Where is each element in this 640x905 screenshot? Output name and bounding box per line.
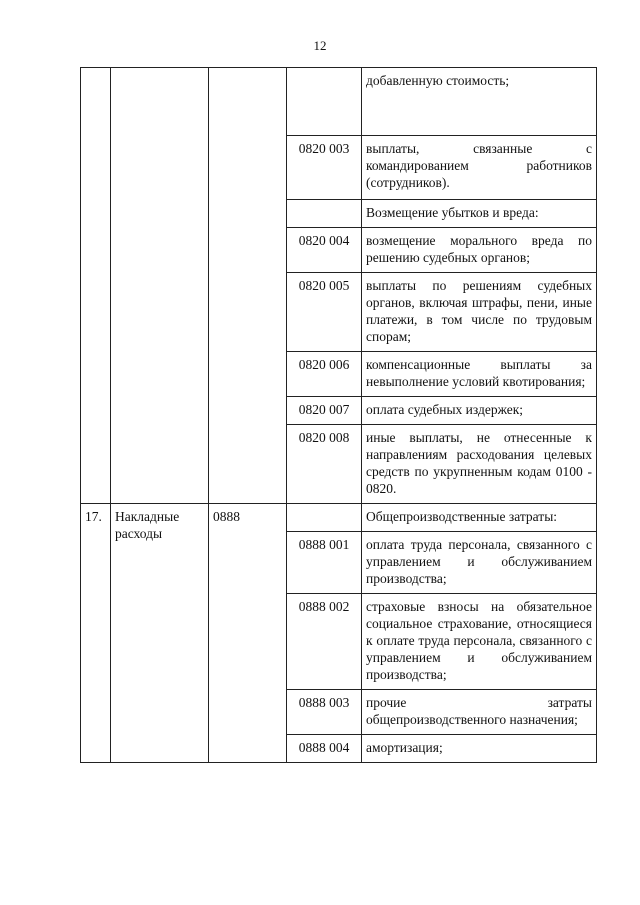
- table-row: [81, 68, 597, 136]
- expense-name-cell: [111, 68, 209, 504]
- item-description: возмещение морального вреда по решению судебных органов;: [362, 228, 597, 273]
- item-code: 0820 007: [287, 397, 362, 425]
- item-description: прочие затраты общепроизводственного назначения;: [362, 690, 597, 735]
- item-code: 0888 001: [287, 532, 362, 594]
- item-code: 0820 008: [287, 425, 362, 504]
- item-code: 0888 004: [287, 735, 362, 763]
- item-code: 0820 006: [287, 352, 362, 397]
- item-description: добавленную стоимость;: [362, 68, 597, 136]
- row-number-cell: [81, 68, 111, 504]
- item-code: 0888 002: [287, 594, 362, 690]
- expense-name: Накладные расходы: [111, 504, 209, 763]
- group-heading: Общепроизводственные затраты:: [362, 504, 597, 532]
- expense-codes-table: [80, 67, 597, 763]
- category-code-cell: [209, 68, 287, 504]
- table-row: [81, 504, 597, 532]
- category-code: 0888: [209, 504, 287, 763]
- item-code: 0820 003: [287, 136, 362, 200]
- item-code: [287, 200, 362, 228]
- page-number: 12: [313, 38, 327, 53]
- item-code: 0888 003: [287, 690, 362, 735]
- item-description: компенсационные выплаты за невыполнение условий квотирования;: [362, 352, 597, 397]
- item-code: 0820 004: [287, 228, 362, 273]
- item-description: оплата труда персонала, связанного с управлением и обслуживанием производства;: [362, 532, 597, 594]
- item-description: иные выплаты, не отнесенные к направлениям расходования целевых средств по укрупненным кодам 0100 - 0820.: [362, 425, 597, 504]
- item-description: страховые взносы на обязательное социальное страхование, относящиеся к оплате труда персонала, связанного с управлением и обслуживанием производства;: [362, 594, 597, 690]
- item-code: [287, 504, 362, 532]
- item-description: амортизация;: [362, 735, 597, 763]
- item-code: 0820 005: [287, 273, 362, 352]
- item-description: выплаты по решениям судебных органов, включая штрафы, пени, иные платежи, в том числе по трудовым спорам;: [362, 273, 597, 352]
- item-description: выплаты, связанные с командированием работников (сотрудников).: [362, 136, 597, 200]
- group-heading: Возмещение убытков и вреда:: [362, 200, 597, 228]
- item-code: [287, 68, 362, 136]
- row-number: 17.: [81, 504, 111, 763]
- item-description: оплата судебных издержек;: [362, 397, 597, 425]
